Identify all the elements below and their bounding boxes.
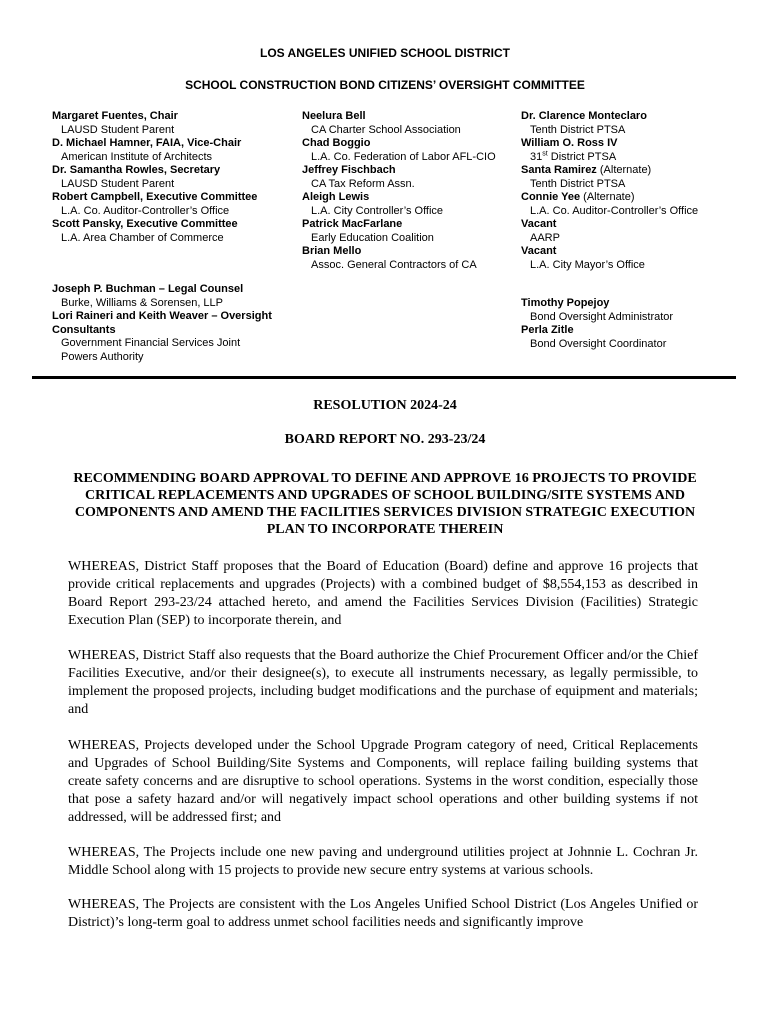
committee-member [52,110,292,137]
committee-member [521,191,751,218]
member-name: Vacant [521,245,557,257]
member-organization: L.A. City Controller’s Office [311,204,444,217]
staff-member [521,324,751,351]
committee-column-1 [52,110,292,245]
member-organization: Bond Oversight Coordinator [530,337,667,350]
resolution-number: RESOLUTION 2024-24 [313,398,457,413]
oversight-consultants [52,310,292,364]
member-name: Jeffrey Fischbach [302,164,396,176]
member-organization [521,151,751,165]
header-divider [32,376,736,379]
committee-member [521,137,751,164]
member-name: Joseph P. Buchman – Legal Counsel [52,283,244,295]
committee-member [302,218,517,245]
district-name: LOS ANGELES UNIFIED SCHOOL DISTRICT [259,46,510,60]
member-name: Santa Ramirez [521,164,597,176]
member-name: Perla Zitle [521,324,574,336]
staff-member [521,297,751,324]
committee-member [521,164,751,191]
member-role: (Alternate) [580,191,635,203]
whereas-paragraph: WHEREAS, The Projects include one new paving and underground utilities project at Johnnie L. Cochran Jr. Middle School along with 15 projects to provide new secure entry systems at various schools. [68,845,698,878]
whereas-paragraph: WHEREAS, District Staff proposes that the Board of Education (Board) define and approve 16 projects that provide critical replacements and upgrades (Projects) with a combined budget of $8,554,153 as described in Board Report 293-23/24 attached hereto, and amend the Facilities Services Division (Facilities) Strategic Execution Plan (SEP) to incorporate therein, and [68,559,698,628]
member-organization: CA Tax Reform Assn. [311,177,415,190]
committee-member [52,137,292,164]
member-name: Patrick MacFarlane [302,218,403,230]
member-organization: L.A. Area Chamber of Commerce [61,231,224,244]
committee-member [52,191,292,218]
committee-member [302,110,517,137]
member-organization: LAUSD Student Parent [61,123,175,136]
committee-member [302,137,517,164]
member-name: Margaret Fuentes, Chair [52,110,178,122]
member-name: Dr. Samantha Rowles, Secretary [52,164,221,176]
member-organization: L.A. Co. Auditor-Controller’s Office [61,204,230,217]
member-name: Brian Mello [302,245,362,257]
member-name-continued: Consultants [52,323,116,336]
district-label: District PTSA [547,150,617,163]
committee-member [52,164,292,191]
member-name: Connie Yee [521,191,581,203]
district-number: 31 [530,150,543,163]
committee-member [302,191,517,218]
member-name-line [521,191,751,205]
member-organization: Tenth District PTSA [530,123,626,136]
member-name: Chad Boggio [302,137,371,149]
whereas-paragraph: WHEREAS, District Staff also requests that the Board authorize the Chief Procurement Officer and/or the Chief Facilities Executive, and/or their designee(s), to execute all instruments necessary, as legally permissible, to implement the proposed projects, including budget modifications and the purchase of equipment and materials; and [68,648,698,717]
whereas-paragraph: WHEREAS, The Projects are consistent with the Los Angeles Unified School District (Los Angeles Unified or District)’s long-term goal to address unmet school facilities needs and significantly improve [68,897,698,930]
member-organization: Government Financial Services Joint [61,337,241,349]
member-organization: LAUSD Student Parent [61,177,175,190]
advisors-block [52,283,292,364]
committee-member [521,218,751,245]
committee-member [521,245,751,272]
committee-member [52,218,292,245]
board-report-number: BOARD REPORT NO. 293-23/24 [284,432,486,447]
member-name: Vacant [521,218,557,230]
member-organization: CA Charter School Association [311,123,461,136]
resolution-title: RECOMMENDING BOARD APPROVAL TO DEFINE AND APPROVE 16 PROJECTS TO PROVIDE CRITICAL REPLACEMENTS AND UPGRADES OF SCHOOL BUILDING/SITE SYSTEMS AND COMPONENTS AND AMEND THE FACILITIES SERVICES DIVISION STRATEGIC EXECUTION PLAN TO INCORPORATE THEREIN [73,471,697,537]
member-organization: L.A. Co. Auditor-Controller’s Office [530,204,699,217]
member-name: Scott Pansky, Executive Committee [52,218,238,230]
ordinal-suffix: st [542,149,548,157]
member-organization: Bond Oversight Administrator [530,310,674,323]
staff-block [521,297,751,351]
committee-member [302,245,517,272]
member-role: (Alternate) [596,164,652,176]
legal-counsel [52,283,292,310]
whereas-paragraph: WHEREAS, Projects developed under the School Upgrade Program category of need, Critical Replacements and Upgrades of School Building/Site Systems and Components, will replace failing building systems that create safety concerns and are disruptive to school operations. Systems in the worst condition, especially those that pose a safety hazard and/or will negatively impact school operations and other building systems if not addressed, will be addressed first; and [68,738,698,825]
member-organization: Early Education Coalition [311,231,434,244]
member-organization: L.A. City Mayor’s Office [530,258,645,271]
member-organization: Burke, Williams & Sorensen, LLP [61,296,224,309]
committee-name: SCHOOL CONSTRUCTION BOND CITIZENS’ OVERSIGHT COMMITTEE [185,78,585,92]
member-organization: Assoc. General Contractors of CA [311,258,477,271]
member-name: Dr. Clarence Monteclaro [521,110,647,122]
committee-member [302,164,517,191]
member-organization-continued: Powers Authority [61,350,144,363]
member-name: D. Michael Hamner, FAIA, Vice-Chair [52,137,242,149]
member-name-line [521,164,751,178]
member-organization: Tenth District PTSA [530,177,626,190]
committee-member [521,110,751,137]
member-name: Timothy Popejoy [521,297,610,309]
member-organization: AARP [530,231,560,244]
member-name: Neelura Bell [302,110,366,122]
member-name: Robert Campbell, Executive Committee [52,191,258,203]
member-name: Aleigh Lewis [302,191,370,203]
member-name: William O. Ross IV [521,137,618,149]
committee-column-3 [521,110,751,272]
member-name: Lori Raineri and Keith Weaver – Oversight [52,310,272,322]
member-organization: L.A. Co. Federation of Labor AFL-CIO [311,150,496,163]
committee-column-2 [302,110,517,272]
member-organization: American Institute of Architects [61,150,213,163]
